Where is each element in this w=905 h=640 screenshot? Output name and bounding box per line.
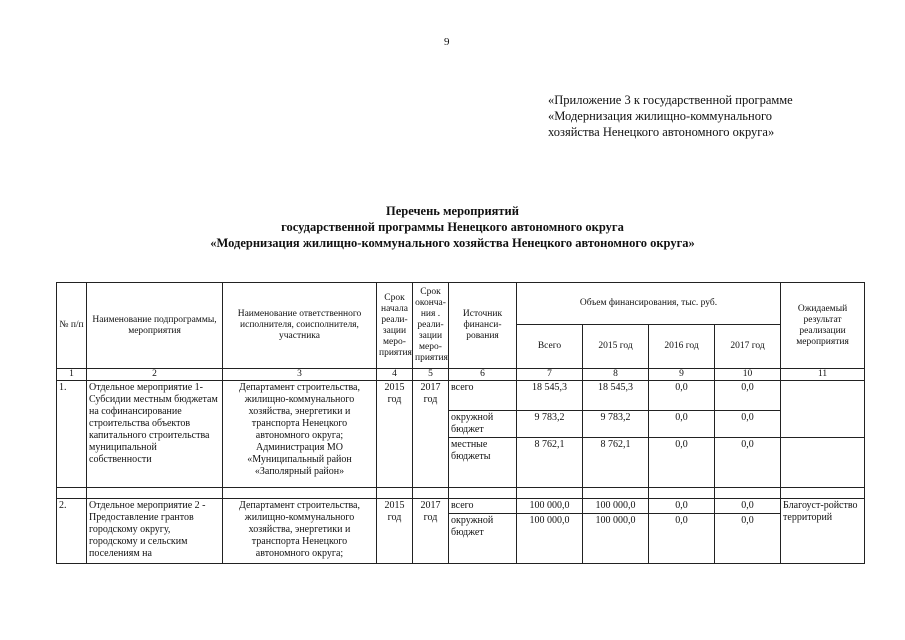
row-num: 2. xyxy=(57,499,87,564)
title-line: «Модернизация жилищно-коммунального хозяйства Ненецкого автономного округа» xyxy=(210,236,695,250)
title-line: Перечень мероприятий xyxy=(386,204,519,218)
header-volume: Объем финансирования, тыс. руб. xyxy=(517,283,781,325)
column-number: 2 xyxy=(87,369,223,381)
appendix-line: хозяйства Ненецкого автономного округа» xyxy=(548,125,775,139)
row-name: Отдельное мероприятие 1- Субсидии местным бюджетам на софинансирование строительства объектов капитального строительства муниципальной собственности xyxy=(87,381,223,488)
funding-2016: 0,0 xyxy=(649,514,715,564)
row-result xyxy=(781,381,865,438)
header-start: Срок начала реали-зации меро-приятия xyxy=(377,283,413,369)
title-line: государственной программы Ненецкого автономного округа xyxy=(281,220,624,234)
funding-2015: 8 762,1 xyxy=(583,438,649,488)
header-2015: 2015 год xyxy=(583,325,649,369)
header-num: № п/п xyxy=(57,283,87,369)
funding-2017: 0,0 xyxy=(715,381,781,411)
column-number: 7 xyxy=(517,369,583,381)
column-number: 10 xyxy=(715,369,781,381)
funding-total: 18 545,3 xyxy=(517,381,583,411)
appendix-line: «Приложение 3 к государственной программе xyxy=(548,93,793,107)
funding-2015: 9 783,2 xyxy=(583,411,649,438)
column-number: 4 xyxy=(377,369,413,381)
column-number: 1 xyxy=(57,369,87,381)
funding-2016: 0,0 xyxy=(649,438,715,488)
row-executor: Департамент строительства, жилищно-коммунального хозяйства, энергетики и транспорта Ненецкого автономного округа; Администрация МО «Муниципальный район «Заполярный район» xyxy=(223,381,377,488)
funding-2017: 0,0 xyxy=(715,499,781,514)
funding-source: всего xyxy=(449,499,517,514)
activities-table xyxy=(56,282,865,564)
row-end: 2017 год xyxy=(413,499,449,564)
row-start: 2015 год xyxy=(377,381,413,488)
funding-2015: 100 000,0 xyxy=(583,499,649,514)
column-number: 8 xyxy=(583,369,649,381)
funding-total: 9 783,2 xyxy=(517,411,583,438)
row-executor: Департамент строительства, жилищно-коммунального хозяйства, энергетики и транспорта Ненецкого автономного округа; xyxy=(223,499,377,564)
header-2016: 2016 год xyxy=(649,325,715,369)
row-spacer xyxy=(57,488,865,499)
row-end: 2017 год xyxy=(413,381,449,488)
row-name: Отдельное мероприятие 2 - Предоставление грантов городскому округу, городскому и сельским поселениям на xyxy=(87,499,223,564)
page-number: 9 xyxy=(444,36,450,48)
column-numbers-row xyxy=(57,369,865,381)
header-result: Ожидаемый результат реализации мероприятия xyxy=(781,283,865,369)
header-executor: Наименование ответственного исполнителя, соисполнителя, участника xyxy=(223,283,377,369)
funding-source: всего xyxy=(449,381,517,411)
funding-2015: 18 545,3 xyxy=(583,381,649,411)
column-number: 9 xyxy=(649,369,715,381)
column-number: 6 xyxy=(449,369,517,381)
column-number: 3 xyxy=(223,369,377,381)
funding-2016: 0,0 xyxy=(649,381,715,411)
funding-2016: 0,0 xyxy=(649,499,715,514)
funding-2017: 0,0 xyxy=(715,514,781,564)
funding-source: окружной бюджет xyxy=(449,411,517,438)
header-end: Срок оконча-ния . реали-зации меро-приятия xyxy=(413,283,449,369)
funding-total: 100 000,0 xyxy=(517,499,583,514)
funding-total: 100 000,0 xyxy=(517,514,583,564)
appendix-line: «Модернизация жилищно-коммунального xyxy=(548,109,773,123)
header-total: Всего xyxy=(517,325,583,369)
header-2017: 2017 год xyxy=(715,325,781,369)
funding-source: местные бюджеты xyxy=(449,438,517,488)
header-source: Источник финанси-рования xyxy=(449,283,517,369)
column-number: 5 xyxy=(413,369,449,381)
appendix-note xyxy=(548,92,793,140)
funding-2017: 0,0 xyxy=(715,438,781,488)
funding-2016: 0,0 xyxy=(649,411,715,438)
row-num: 1. xyxy=(57,381,87,488)
row-result: Благоуст-ройство территорий xyxy=(781,499,865,564)
funding-total: 8 762,1 xyxy=(517,438,583,488)
header-name: Наименование подпрограммы, мероприятия xyxy=(87,283,223,369)
table-row xyxy=(57,499,865,514)
funding-source: окружной бюджет xyxy=(449,514,517,564)
document-title xyxy=(0,203,905,251)
funding-2015: 100 000,0 xyxy=(583,514,649,564)
row-result-blank xyxy=(781,438,865,488)
funding-2017: 0,0 xyxy=(715,411,781,438)
row-start: 2015 год xyxy=(377,499,413,564)
column-number: 11 xyxy=(781,369,865,381)
table-row xyxy=(57,381,865,411)
